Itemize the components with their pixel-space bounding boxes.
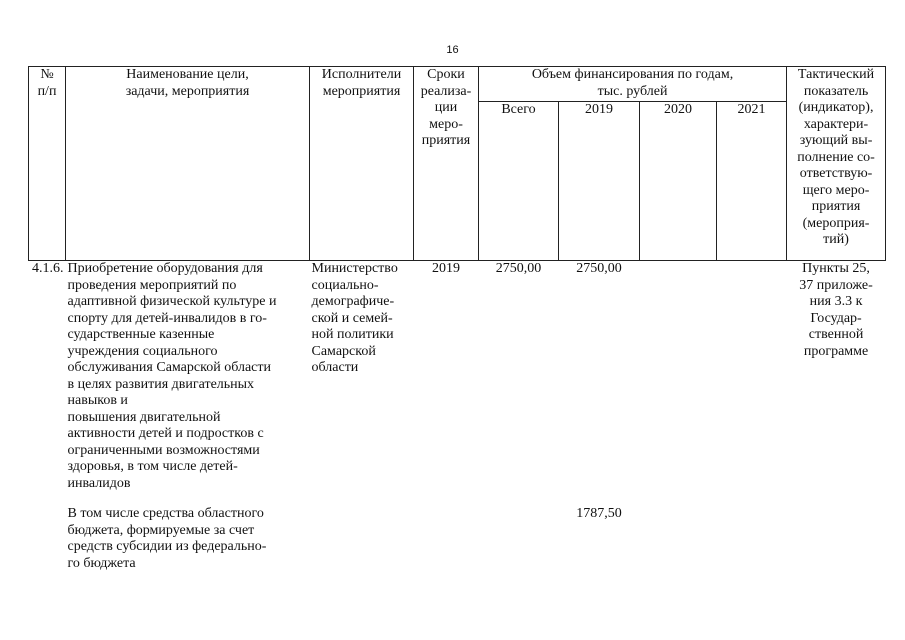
header-2019: 2019 [559,102,640,261]
header-funding: Объем финансирования по годам, тыс. рублей [479,67,787,102]
row-2020 [640,261,717,493]
row-term: 2019 [432,261,460,276]
header-name: Наименование цели, задачи, мероприятия [66,67,310,261]
row-spacer [29,492,886,506]
funding-table [28,66,886,572]
header-2021: 2021 [717,102,787,261]
row-total: 2750,00 [495,261,542,276]
header-2020: 2020 [640,102,717,261]
subrow-name: В том числе средства областного бюджета, формируемые за счет средств субсидии из федерально- го бюджета [67,506,267,571]
header-executor: Исполнители мероприятия [310,67,414,261]
table-header [29,67,886,261]
header-indicator: Тактический показатель (индикатор), характери- зующий вы- полнение со- ответствую- щего меро- приятия (мероприя- тий) [787,67,886,261]
row-2019: 2750,00 [576,261,622,276]
subrow-2019: 1787,50 [576,506,622,521]
table-row [29,261,886,493]
page-number: 16 [446,44,459,56]
table-subrow [29,506,886,572]
row-executor: Министерство социально- демографиче- ской и семей- ной политики Самарской области [311,261,398,375]
header-num: № п/п [29,67,66,261]
row-2021 [717,261,787,493]
row-indicator: Пункты 25, 37 приложе- ния 3.3 к Государ- ственной программе [799,261,873,359]
header-total: Всего [479,102,559,261]
row-name: Приобретение оборудования для проведения мероприятий по адаптивной физической культуре и спорту для детей-инвалидов в го- сударственные казенные учреждения социального обслуживания Самарской области в целях развития двигательных навыков и повышения двигательной активности детей и подростков с ограниченными возможностями здоровья, в том числе детей- инвалидов [67,261,277,491]
row-num: 4.1.6. [32,261,64,276]
header-term: Сроки реализа- ции меро- приятия [414,67,479,261]
